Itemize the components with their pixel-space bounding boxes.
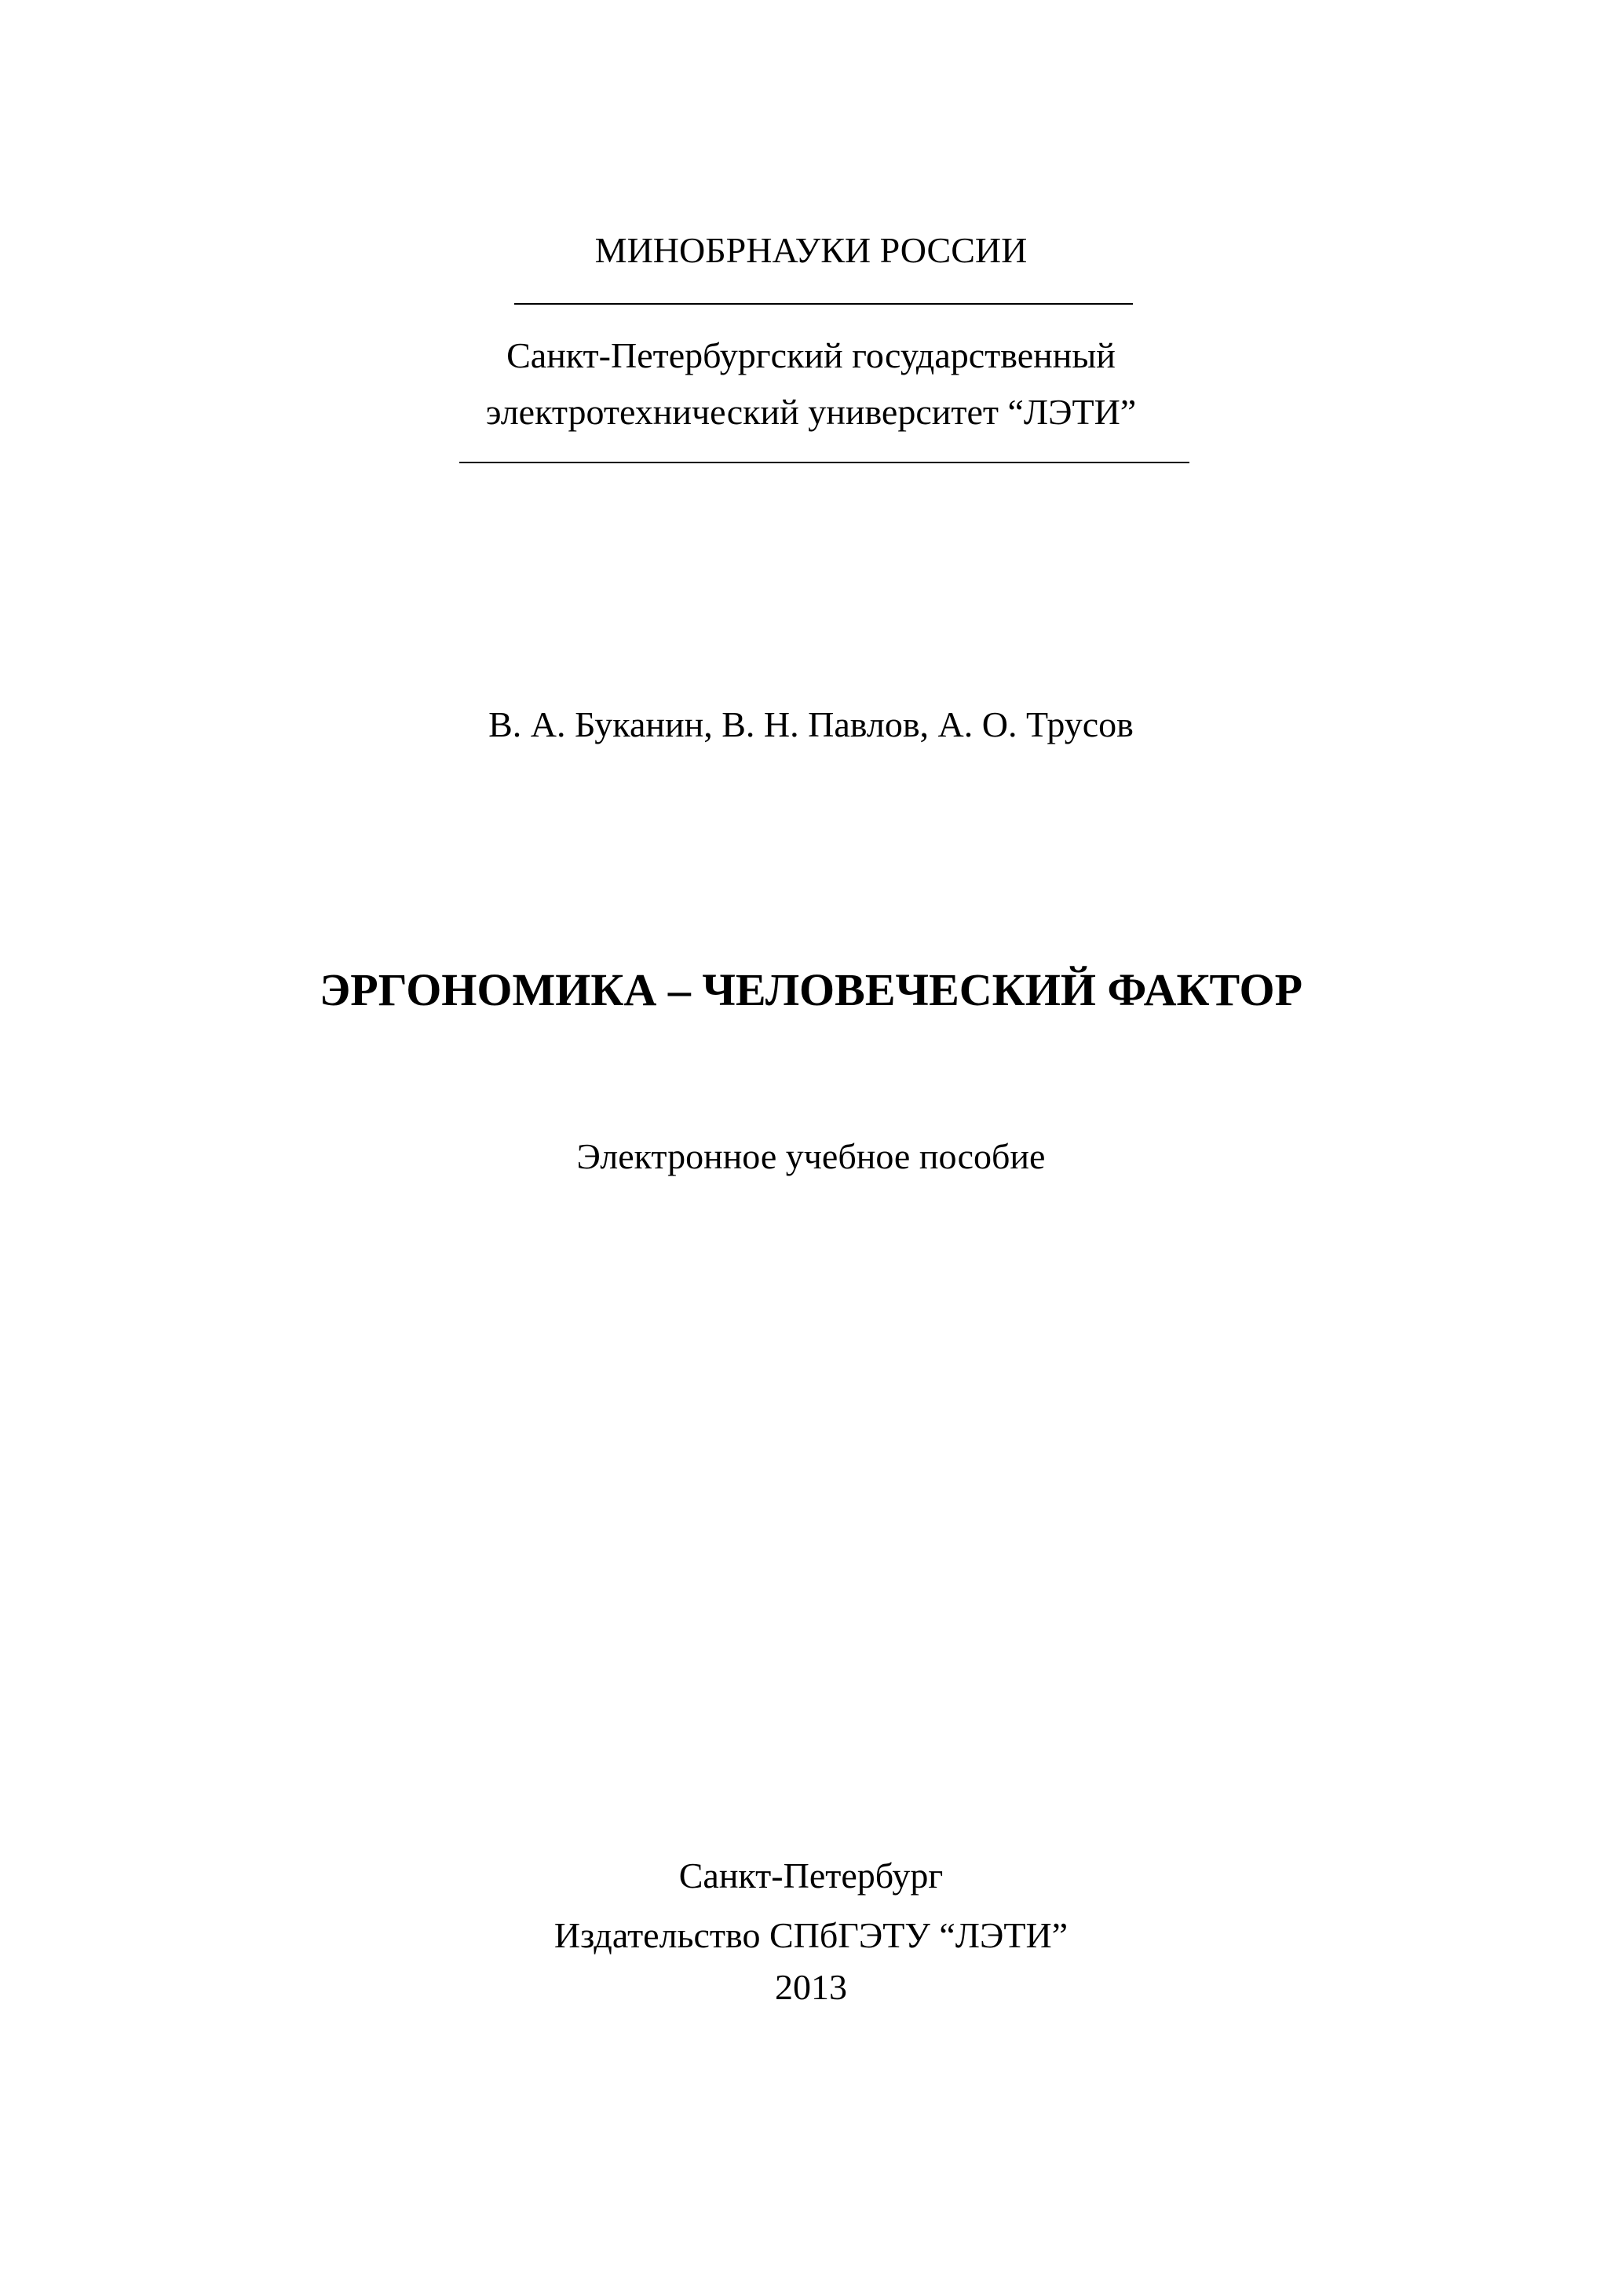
imprint-city: Санкт-Петербург bbox=[678, 1855, 944, 1896]
imprint-year: 2013 bbox=[775, 1967, 847, 2007]
university-name-line1: Санкт-Петербургский государственный bbox=[506, 335, 1116, 375]
header-divider-long bbox=[459, 462, 1189, 463]
book-title: ЭРГОНОМИКА – ЧЕЛОВЕЧЕСКИЙ ФАКТОР bbox=[319, 964, 1303, 1015]
ministry-name: МИНОБРНАУКИ РОССИИ bbox=[594, 230, 1028, 270]
university-name-line2: электротехнический университет “ЛЭТИ” bbox=[485, 392, 1137, 432]
header-divider-short bbox=[514, 303, 1133, 305]
authors: В. А. Буканин, В. Н. Павлов, А. О. Трусов bbox=[488, 704, 1134, 744]
imprint-publisher: Издательство СПбГЭТУ “ЛЭТИ” bbox=[553, 1915, 1069, 1955]
book-subtitle: Электронное учебное пособие bbox=[576, 1136, 1046, 1176]
